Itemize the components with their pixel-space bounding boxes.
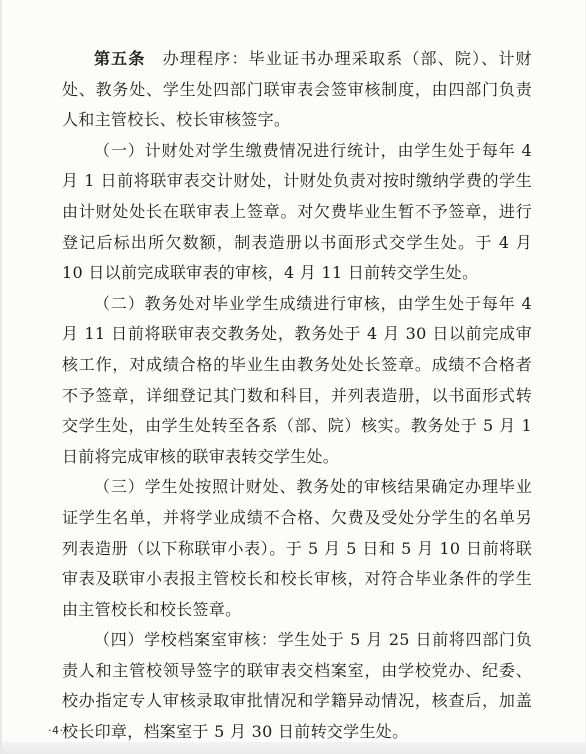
article-paragraph xyxy=(62,44,532,136)
section-paragraph-2: （二）教务处对毕业学生成绩进行审核，由学生处于每年 4 月 11 日前将联审表交教务处，教务处于 4 月 30 日以前完成审核工作，对成绩合格的毕业生由教务处处长签章。成绩不合格者不予签章，详细登记其门数和科目，并列表造册，以书面形式转交学生处，由学生处转至各系（部、院）核实。教务处于 5 月 1 日前将完成审核的联审表转交学生处。 xyxy=(62,293,532,466)
section-paragraph-1: （一）计财处对学生缴费情况进行统计，由学生处于每年 4 月 1 日前将联审表交计财处，计财处负责对按时缴纳学费的学生由计财处处长在联审表上签章。对欠费毕业生暂不予签章，进行登记后标出所欠数额，制表造册以书面形式交学生处。于 4 月 10 日以前完成联审表的审核，4 月 11 日前转交学生处。 xyxy=(62,140,532,283)
section-paragraph-4: （四）学校档案室审核：学生处于 5 月 25 日前将四部门负责人和主管校领导签字的联审表交档案室，由学校党办、纪委、校办指定专人审核录取审批情况和学籍异动情况，核查后，加盖校长印章，档案室于 5 月 30 日前转交学生处。 xyxy=(62,630,532,742)
article-label: 第五条 xyxy=(94,49,146,68)
section-paragraph-3: （三）学生处按照计财处、教务处的审核结果确定办理毕业证学生名单，并将学业成绩不合格、欠费及受处分学生的名单另列表造册（以下称联审小表）。于 5 月 5 日和 5 月 10 日前将联审表及联审小表报主管校长和校长审核，对符合毕业条件的学生由主管校长和校长签章。 xyxy=(62,477,532,619)
page-number: ·4· xyxy=(48,724,64,737)
page-bottom-edge xyxy=(2,742,586,754)
article-text: 办理程序：毕业证书办理采取系（部、院）、计财处、教务处、学生处四部门联审表会签审核制度，由四部门负责人和主管校长、校长审核签字。 xyxy=(62,49,532,130)
document-body xyxy=(62,44,532,748)
